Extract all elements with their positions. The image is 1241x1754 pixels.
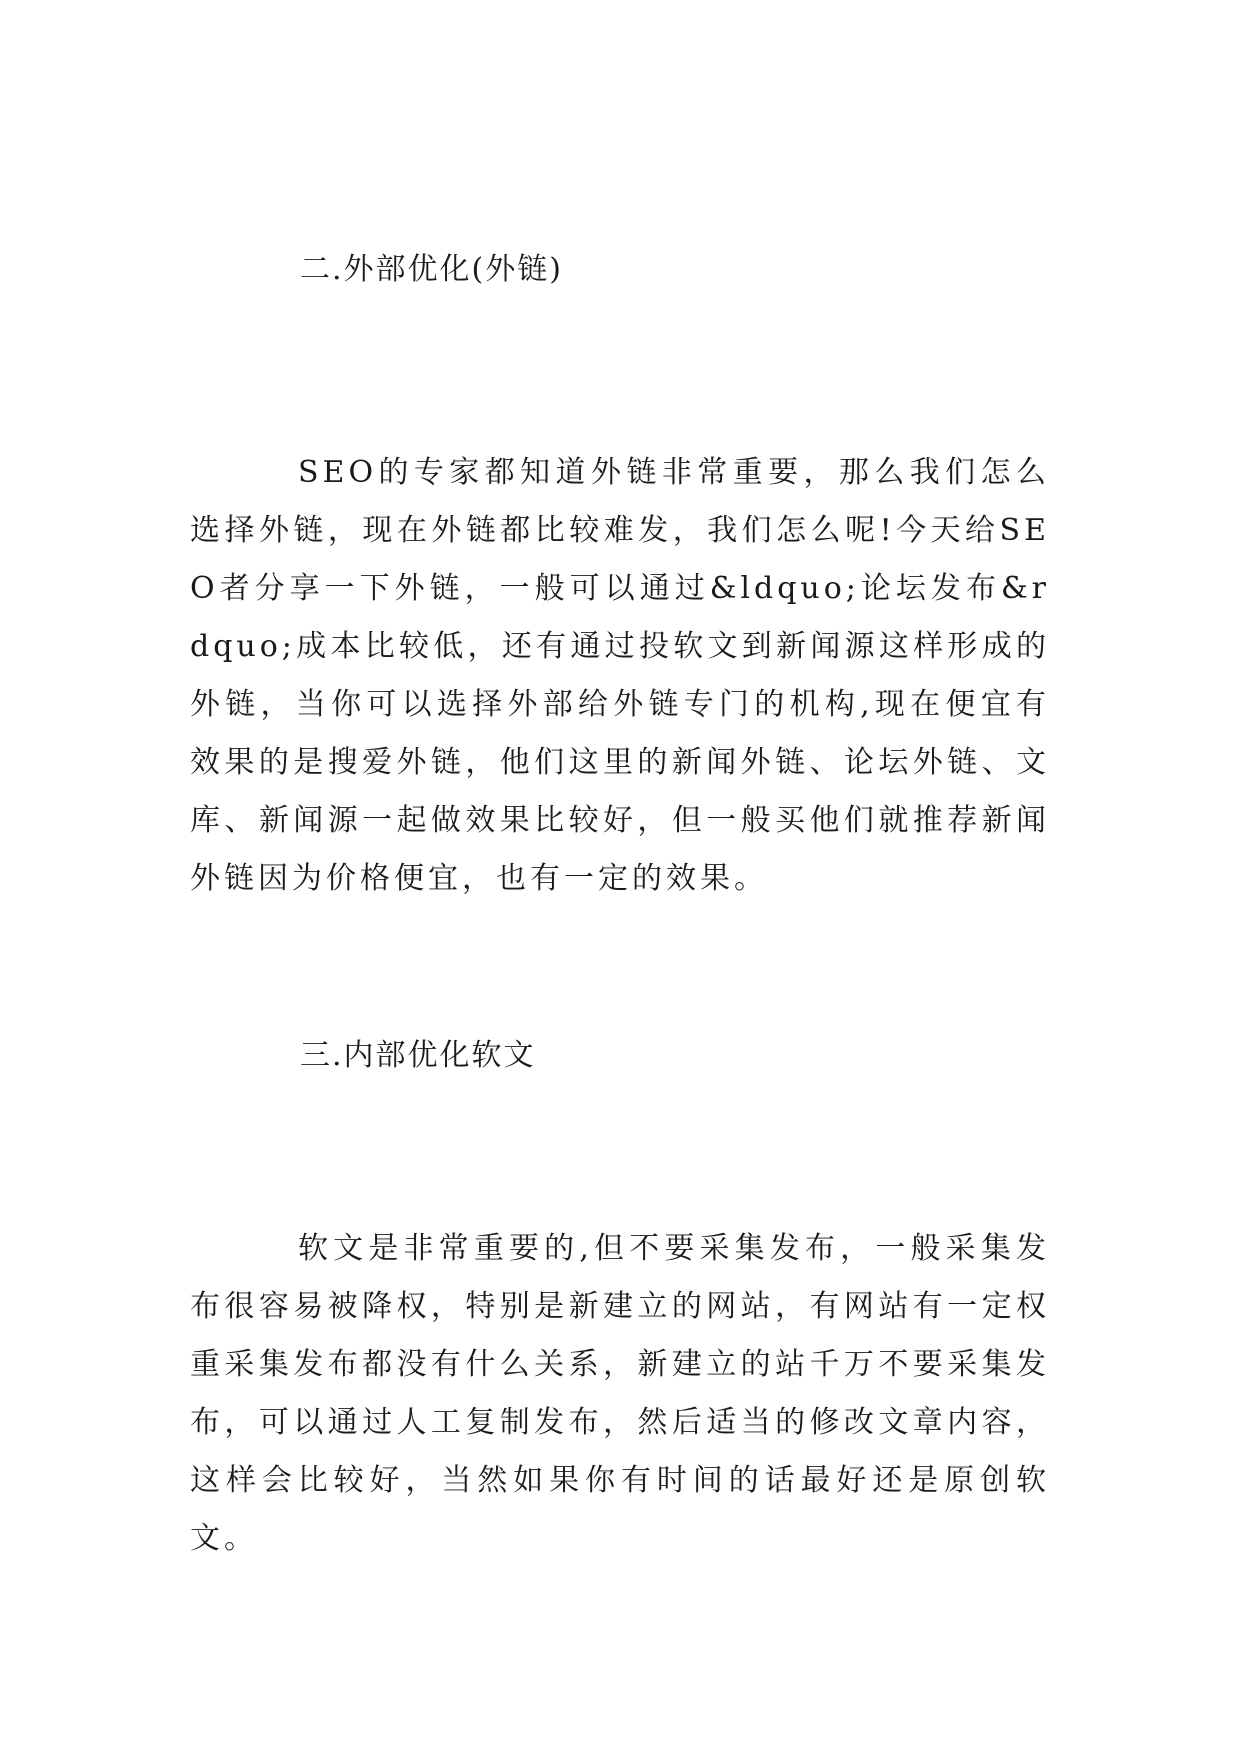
paragraph-soft-articles: 软文是非常重要的,但不要采集发布，一般采集发布很容易被降权，特别是新建立的网站，有网站有一定权重采集发布都没有什么关系，新建立的站千万不要采集发布，可以通过人工复制发布，然后适当的修改文章内容，这样会比较好，当然如果你有时间的话最好还是原创软文。 <box>190 1231 1050 1556</box>
section-heading-external-optimization: 二.外部优化(外链) <box>300 252 563 287</box>
section-heading-internal-optimization: 三.内部优化软文 <box>300 1038 536 1073</box>
paragraph-external-links: SEO的专家都知道外链非常重要，那么我们怎么选择外链，现在外链都比较难发，我们怎么呢!今天给SEO者分享一下外链，一般可以通过&ldquo;论坛发布&rdquo;成本比较低，还有通过投软文到新闻源这样形成的外链，当你可以选择外部给外链专门的机构,现在便宜有效果的是搜爱外链，他们这里的新闻外链、论坛外链、文库、新闻源一起做效果比较好，但一般买他们就推荐新闻外链因为价格便宜，也有一定的效果。 <box>190 455 1050 896</box>
